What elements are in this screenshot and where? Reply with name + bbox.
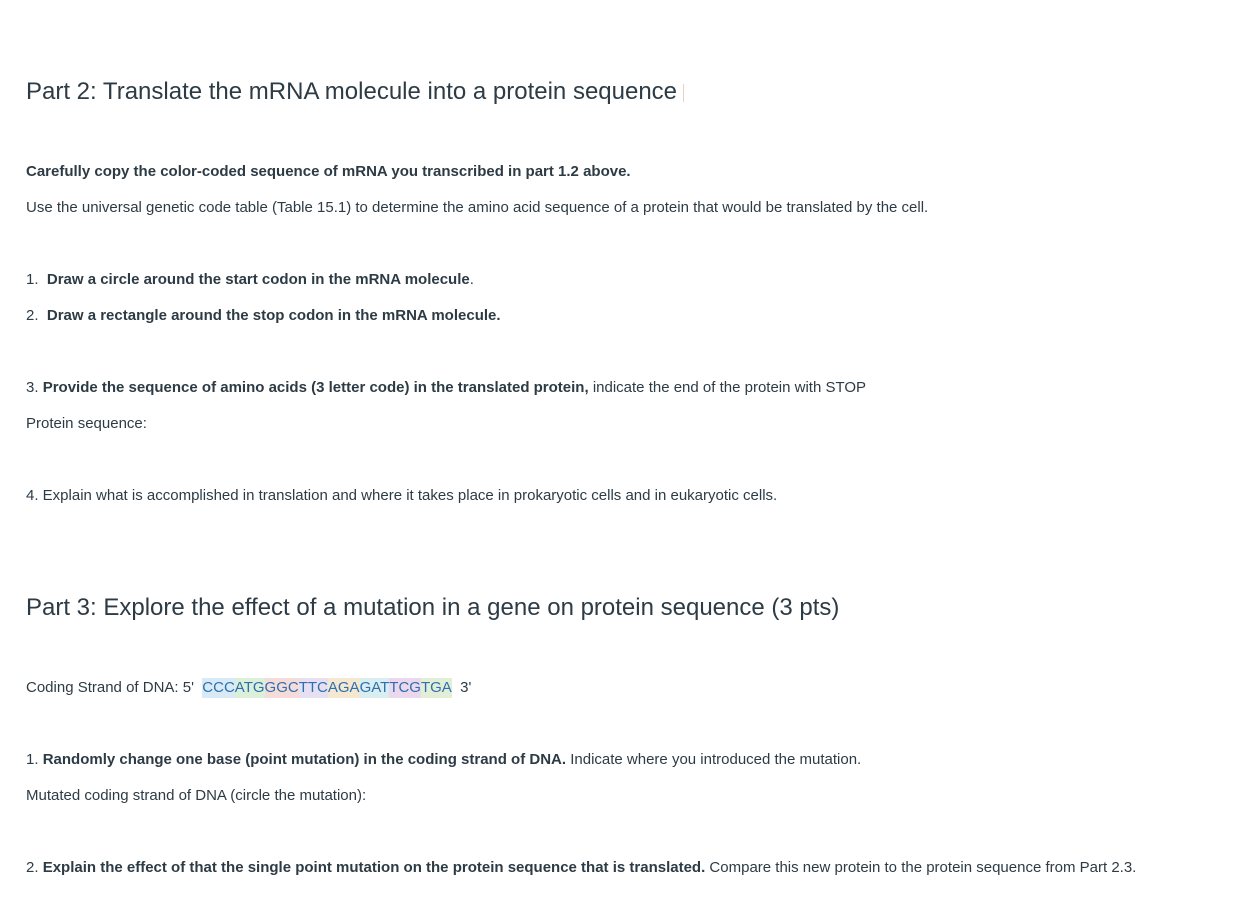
question-bold-text: Randomly change one base (point mutation) in the coding strand of DNA.: [42, 751, 567, 768]
copy-instruction: Carefully copy the color-coded sequence of mRNA you transcribed in part 1.2 above.: [26, 163, 631, 180]
question-amino-acids: [26, 378, 866, 398]
part2-heading: [26, 78, 684, 106]
question-number: 1.: [26, 751, 43, 768]
coding-strand-end: 3': [460, 679, 472, 696]
part3-heading: Part 3: Explore the effect of a mutation in a gene on protein sequence (3 pts): [26, 594, 840, 621]
question-number: 3.: [26, 379, 43, 396]
text-cursor-mark: [683, 84, 684, 102]
dna-sequence: [202, 678, 452, 698]
question-number: 2.: [26, 307, 39, 324]
question-rest-text: Compare this new protein to the protein sequence from Part 2.3.: [705, 859, 1137, 876]
question-start-codon: [26, 270, 474, 290]
dna-codon: GGC: [264, 679, 299, 696]
dna-codon: CCC: [202, 679, 235, 696]
question-text: Draw a rectangle around the stop codon in the mRNA molecule.: [46, 307, 501, 324]
question-bold-text: Explain the effect of that the single point mutation on the protein sequence that is translated.: [42, 859, 706, 876]
question-rest-text: indicate the end of the protein with STOP: [588, 379, 867, 396]
question-end: .: [469, 271, 474, 288]
question-point-mutation: [26, 750, 861, 770]
dna-codon: TCG: [389, 679, 421, 696]
question-rest-text: Indicate where you introduced the mutation.: [566, 751, 862, 768]
coding-strand-line: [26, 678, 471, 698]
mutated-strand-label: Mutated coding strand of DNA (circle the mutation):: [26, 787, 367, 804]
dna-codon: GAT: [359, 679, 390, 696]
dna-codon: ATG: [234, 679, 265, 696]
part2-heading-text: Part 2: Translate the mRNA molecule into a protein sequence: [26, 78, 678, 105]
question-stop-codon: [26, 306, 501, 326]
coding-strand-label: Coding Strand of DNA: 5': [26, 679, 194, 696]
dna-codon: AGA: [327, 679, 360, 696]
question-number: 1.: [26, 271, 39, 288]
question-text: Draw a circle around the start codon in the mRNA molecule: [46, 271, 470, 288]
question-mutation-effect: [26, 858, 1136, 878]
use-instruction: Use the universal genetic code table (Table 15.1) to determine the amino acid sequence of a protein that would be translated by the cell.: [26, 199, 929, 216]
dna-codon: TGA: [420, 679, 452, 696]
protein-sequence-label: Protein sequence:: [26, 415, 147, 432]
question-bold-text: Provide the sequence of amino acids (3 letter code) in the translated protein,: [42, 379, 589, 396]
question-translation: 4. Explain what is accomplished in translation and where it takes place in prokaryotic cells and in eukaryotic cells.: [26, 487, 778, 504]
dna-codon: TTC: [298, 679, 328, 696]
question-number: 2.: [26, 859, 43, 876]
